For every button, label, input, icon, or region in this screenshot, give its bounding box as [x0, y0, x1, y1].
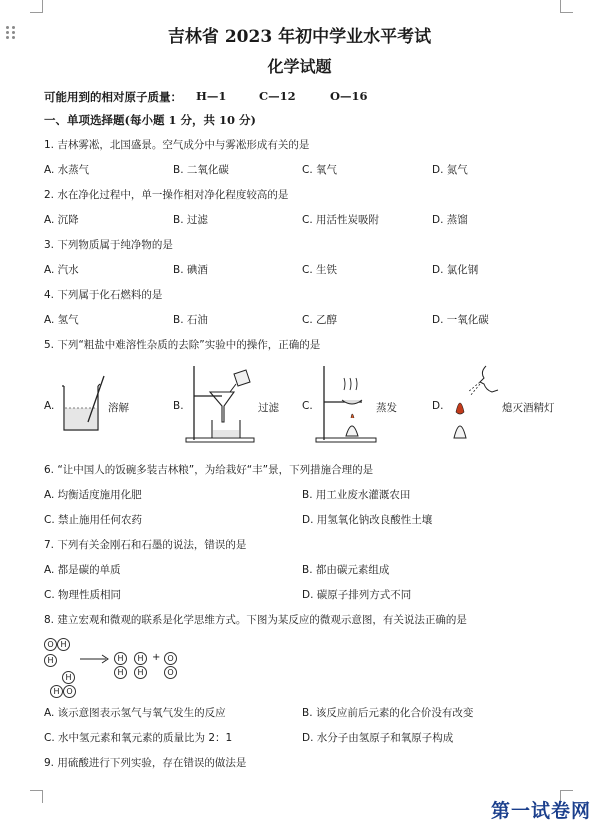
exam-title: 吉林省 2023 年初中学业水平考试 — [167, 27, 432, 47]
option-b: B. 二氧化碳 — [173, 164, 229, 176]
option-c: C. 禁止施用任何农药 — [44, 514, 143, 526]
option-d: D. 蒸馏 — [432, 214, 468, 226]
question-stem: 5. 下列“粗盐中难溶性杂质的去除”实验中的操作，正确的是 — [44, 339, 321, 351]
reaction-diagram — [44, 632, 194, 696]
option-a: A. 沉降 — [44, 214, 79, 226]
option-a: A. 氢气 — [44, 314, 79, 326]
corner-mark-top-right — [560, 0, 573, 13]
hydrogen-atom: H — [114, 666, 127, 679]
option-a: A. 均衡适度施用化肥 — [44, 489, 142, 501]
option-b: B. 石油 — [173, 314, 208, 326]
hydrogen-atom: H — [114, 652, 127, 665]
corner-mark-top-left — [30, 0, 43, 13]
option-c: C. 生铁 — [302, 264, 338, 276]
option-c: C. 乙醇 — [302, 314, 338, 326]
option-d: D. 碳原子排列方式不同 — [302, 589, 412, 601]
option-b: B. 过滤 — [173, 214, 208, 226]
hydrogen-atom: H — [44, 654, 57, 667]
option-d: D. 氯化钢 — [432, 264, 479, 276]
dissolving-apparatus-figure — [58, 372, 108, 436]
corner-mark-bottom-left — [30, 790, 43, 803]
option-a: A. 都是碳的单质 — [44, 564, 121, 576]
site-watermark: 第一试卷网 — [490, 800, 591, 822]
option-d: D. — [432, 400, 444, 412]
plus-sign: + — [152, 652, 161, 663]
option-a: A. 该示意图表示氢气与氧气发生的反应 — [44, 707, 226, 719]
option-c: C. — [302, 400, 313, 412]
option-b: B. 用工业废水灌溉农田 — [302, 489, 411, 501]
oxygen-atom: O — [164, 666, 177, 679]
atomic-mass-o: O—16 — [330, 89, 368, 103]
option-b: B. — [173, 400, 184, 412]
option-c: C. 水中氢元素和氧元素的质量比为 2：1 — [44, 732, 233, 744]
option-a: A. 水蒸气 — [44, 164, 90, 176]
option-b: B. 碘酒 — [173, 264, 208, 276]
question-stem: 2. 水在净化过程中，单一操作相对净化程度较高的是 — [44, 189, 289, 201]
hydrogen-atom: H — [62, 671, 75, 684]
oxygen-atom: O — [44, 638, 57, 651]
question-stem: 7. 下列有关金刚石和石墨的说法，错误的是 — [44, 539, 247, 551]
atomic-mass-h: H—1 — [196, 89, 227, 103]
question-stem: 1. 吉林雾凇，北国盛景。空气成分中与雾凇形成有关的是 — [44, 139, 310, 151]
filtration-apparatus-figure — [184, 362, 256, 444]
question-stem: 3. 下列物质属于纯净物的是 — [44, 239, 173, 251]
option-c: C. 氧气 — [302, 164, 338, 176]
question-stem: 9. 用硫酸进行下列实验，存在错误的做法是 — [44, 757, 247, 769]
option-c: C. 物理性质相同 — [44, 589, 122, 601]
hydrogen-atom: H — [134, 652, 147, 665]
option-a: A. 汽水 — [44, 264, 79, 276]
figure-label-dissolve: 溶解 — [108, 402, 129, 414]
exam-subtitle: 化学试题 — [267, 57, 332, 76]
option-b: B. 该反应前后元素的化合价没有改变 — [302, 707, 474, 719]
figure-label-evaporate: 蒸发 — [376, 402, 397, 414]
question-stem: 8. 建立宏观和微观的联系是化学思维方式。下图为某反应的微观示意图，有关说法正确的是 — [44, 614, 467, 626]
hydrogen-atom: H — [50, 685, 63, 698]
option-c: C. 用活性炭吸附 — [302, 214, 380, 226]
option-d: D. 水分子由氢原子和氧原子构成 — [302, 732, 454, 744]
option-b: B. 都由碳元素组成 — [302, 564, 390, 576]
option-d: D. 用氢氧化钠改良酸性土壤 — [302, 514, 433, 526]
figure-label-filter: 过滤 — [258, 402, 279, 414]
oxygen-atom: O — [63, 685, 76, 698]
question-stem: 4. 下列属于化石燃料的是 — [44, 289, 163, 301]
evaporation-apparatus-figure — [314, 362, 378, 444]
hydrogen-atom: H — [134, 666, 147, 679]
atomic-mass-c: C—12 — [259, 89, 296, 103]
section-heading: 一、单项选择题(每小题 1 分，共 10 分) — [44, 113, 256, 127]
option-a: A. — [44, 400, 55, 412]
oxygen-atom: O — [164, 652, 177, 665]
hydrogen-atom: H — [57, 638, 70, 651]
option-d: D. 氮气 — [432, 164, 468, 176]
extinguish-lamp-figure — [446, 362, 502, 444]
figure-label-extinguish: 熄灭酒精灯 — [502, 402, 555, 414]
question-stem: 6. “让中国人的饭碗多装吉林粮”，为给栽好“丰”景，下列措施合理的是 — [44, 464, 374, 476]
option-d: D. 一氧化碳 — [432, 314, 489, 326]
reaction-arrow-icon — [80, 654, 110, 664]
atomic-mass-label: 可能用到的相对原子质量： — [44, 90, 182, 104]
